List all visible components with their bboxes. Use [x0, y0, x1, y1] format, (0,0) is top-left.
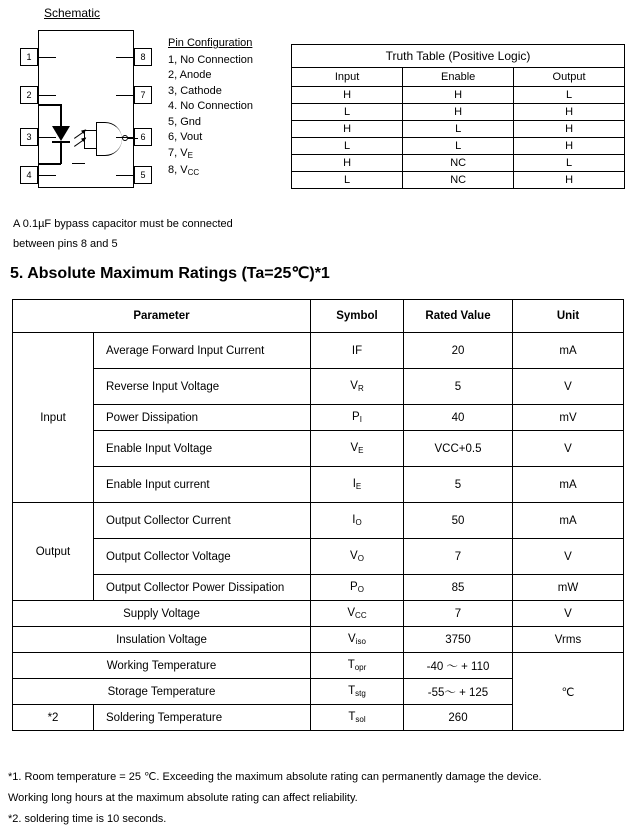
- footnotes: [8, 767, 630, 830]
- truth-cell-enable: H: [403, 87, 514, 104]
- truth-header-input: Input: [292, 68, 403, 87]
- table-row: [13, 369, 624, 405]
- pin-lead-8: [116, 57, 134, 58]
- cell-unit-temperature: ℃: [513, 653, 624, 731]
- cell-parameter: Soldering Temperature: [94, 705, 311, 731]
- schematic-title: Schematic: [44, 6, 101, 20]
- cell-unit: mV: [513, 405, 624, 431]
- cell-parameter: Average Forward Input Current: [94, 333, 311, 369]
- cell-value: 3750: [404, 627, 513, 653]
- led-wire-top: [38, 104, 61, 106]
- pin-6: 6: [134, 128, 152, 146]
- cell-note-marker: *2: [13, 705, 94, 731]
- cell-unit: mA: [513, 333, 624, 369]
- cell-symbol: $T_{sol}$: [311, 705, 404, 731]
- table-row: [13, 503, 624, 539]
- cell-parameter: Working Temperature: [13, 653, 311, 679]
- table-row: [13, 653, 624, 679]
- cell-parameter: Output Collector Power Dissipation: [94, 575, 311, 601]
- pin-config-item: 8, $V_{CC}$: [168, 163, 200, 177]
- truth-cell-output: H: [514, 121, 625, 138]
- cell-parameter: Enable Input current: [94, 467, 311, 503]
- bypass-note-line-1: A 0.1µF bypass capacitor must be connected: [13, 218, 233, 230]
- truth-cell-input: H: [292, 121, 403, 138]
- pin-lead-5: [116, 175, 134, 176]
- cell-unit: mA: [513, 467, 624, 503]
- cell-symbol: $I_O$: [311, 503, 404, 539]
- cell-parameter: Enable Input Voltage: [94, 431, 311, 467]
- table-row: [13, 333, 624, 369]
- table-row: [13, 539, 624, 575]
- pin-lead-7: [116, 95, 134, 96]
- gate-output-wire: [128, 138, 138, 139]
- bypass-capacitor-note: [13, 214, 233, 254]
- truth-table: [291, 44, 625, 189]
- led-lead-cathode: [60, 142, 62, 164]
- truth-cell-enable: L: [403, 121, 514, 138]
- truth-cell-output: H: [514, 172, 625, 189]
- cell-parameter: Power Dissipation: [94, 405, 311, 431]
- cell-unit: Vrms: [513, 627, 624, 653]
- cell-parameter: Supply Voltage: [13, 601, 311, 627]
- cell-value: 7: [404, 539, 513, 575]
- pin-1: 1: [20, 48, 38, 66]
- page-title: 5. Absolute Maximum Ratings (Ta=25℃)*1: [10, 265, 330, 282]
- truth-cell-output: L: [514, 155, 625, 172]
- table-row: [13, 405, 624, 431]
- group-label-input: Input: [13, 333, 94, 503]
- truth-table-row: [292, 172, 625, 189]
- truth-cell-output: H: [514, 104, 625, 121]
- pin-config-item: 4. No Connection: [168, 100, 253, 112]
- led-wire-bottom: [38, 163, 61, 165]
- cell-value: 5: [404, 467, 513, 503]
- truth-table-row: [292, 121, 625, 138]
- cell-symbol: $V_O$: [311, 539, 404, 575]
- pin-config-item: 6, Vout: [168, 131, 203, 143]
- truth-table-row: [292, 104, 625, 121]
- footnote-line-3: *2. soldering time is 10 seconds.: [8, 813, 167, 825]
- truth-cell-output: H: [514, 138, 625, 155]
- truth-table-title: Truth Table (Positive Logic): [292, 45, 625, 68]
- pin-7: 7: [134, 86, 152, 104]
- gate-input-1: [84, 130, 96, 131]
- truth-table-row: [292, 155, 625, 172]
- gate-feed-wire: [72, 163, 85, 164]
- table-header-row: [13, 300, 624, 333]
- pin-config-item: 7, $V_E$: [168, 146, 193, 160]
- gate-input-bar: [84, 130, 85, 149]
- cell-symbol: $V_E$: [311, 431, 404, 467]
- pin-8: 8: [134, 48, 152, 66]
- header-unit: Unit: [513, 300, 624, 333]
- pin-configuration-heading: Pin Configuration: [168, 37, 253, 49]
- truth-cell-input: H: [292, 87, 403, 104]
- cell-symbol: $V_{CC}$: [311, 601, 404, 627]
- cell-value: 50: [404, 503, 513, 539]
- cell-parameter: Output Collector Current: [94, 503, 311, 539]
- pin-config-item: 5, Gnd: [168, 115, 202, 128]
- led-diode-icon: [52, 126, 70, 141]
- truth-cell-enable: H: [403, 104, 514, 121]
- cell-value: -55～ + 125: [404, 679, 513, 705]
- cell-value: 20: [404, 333, 513, 369]
- truth-cell-enable: L: [403, 138, 514, 155]
- cell-unit: mA: [513, 503, 624, 539]
- pin-2: 2: [20, 86, 38, 104]
- gate-input-2: [84, 148, 96, 149]
- pin-lead-1: [38, 57, 56, 58]
- cell-parameter: Storage Temperature: [13, 679, 311, 705]
- truth-cell-input: H: [292, 155, 403, 172]
- header-parameter: Parameter: [13, 300, 311, 333]
- cell-value: 260: [404, 705, 513, 731]
- table-row: [13, 575, 624, 601]
- led-lead-anode: [60, 104, 62, 126]
- bypass-note-line-2: between pins 8 and 5: [13, 238, 118, 250]
- footnote-line-1: *1. Room temperature = 25 ℃. Exceeding the maximum absolute rating can permanently damage the device.: [8, 771, 542, 783]
- truth-header-output: Output: [514, 68, 625, 87]
- truth-cell-input: L: [292, 172, 403, 189]
- cell-unit: mW: [513, 575, 624, 601]
- cell-symbol: $V_{iso}$: [311, 627, 404, 653]
- cell-parameter: Insulation Voltage: [13, 627, 311, 653]
- cell-symbol: $P_O$: [311, 575, 404, 601]
- cell-unit: V: [513, 539, 624, 575]
- cell-parameter: Output Collector Voltage: [94, 539, 311, 575]
- cell-symbol: $P_I$: [311, 405, 404, 431]
- cell-value: -40 ～ + 110: [404, 653, 513, 679]
- table-row: [13, 627, 624, 653]
- truth-cell-input: L: [292, 104, 403, 121]
- pin-3: 3: [20, 128, 38, 146]
- cell-value: 40: [404, 405, 513, 431]
- cell-parameter: Reverse Input Voltage: [94, 369, 311, 405]
- cell-value: 85: [404, 575, 513, 601]
- truth-cell-input: L: [292, 138, 403, 155]
- header-symbol: Symbol: [311, 300, 404, 333]
- cell-unit: V: [513, 601, 624, 627]
- table-row: [13, 467, 624, 503]
- truth-cell-enable: NC: [403, 155, 514, 172]
- cell-value: 7: [404, 601, 513, 627]
- cell-unit: V: [513, 369, 624, 405]
- truth-table-row: [292, 87, 625, 104]
- pin-4: 4: [20, 166, 38, 184]
- cell-symbol: IF: [311, 333, 404, 369]
- table-row: [13, 601, 624, 627]
- group-label-output: Output: [13, 503, 94, 601]
- truth-header-enable: Enable: [403, 68, 514, 87]
- footnote-line-2: Working long hours at the maximum absolute rating can affect reliability.: [8, 792, 358, 804]
- pin-configuration: [168, 36, 286, 180]
- truth-cell-enable: NC: [403, 172, 514, 189]
- pin-lead-2: [38, 95, 56, 96]
- cell-symbol: $V_R$: [311, 369, 404, 405]
- pin-5: 5: [134, 166, 152, 184]
- pin-config-item: 3, Cathode: [168, 84, 222, 97]
- pin-config-item: 1, No Connection: [168, 53, 253, 66]
- table-row: [13, 431, 624, 467]
- cell-symbol: $T_{stg}$: [311, 679, 404, 705]
- truth-table-row: [292, 138, 625, 155]
- pin-config-item: 2, Anode: [168, 69, 212, 81]
- cell-symbol: $T_{opr}$: [311, 653, 404, 679]
- cell-symbol: $I_E$: [311, 467, 404, 503]
- cell-value: 5: [404, 369, 513, 405]
- absolute-maximum-ratings-table: [12, 299, 624, 731]
- cell-value: VCC+0.5: [404, 431, 513, 467]
- schematic-diagram: [12, 26, 162, 191]
- pin-lead-4: [38, 175, 56, 176]
- truth-cell-output: L: [514, 87, 625, 104]
- header-rated-value: Rated Value: [404, 300, 513, 333]
- cell-unit: V: [513, 431, 624, 467]
